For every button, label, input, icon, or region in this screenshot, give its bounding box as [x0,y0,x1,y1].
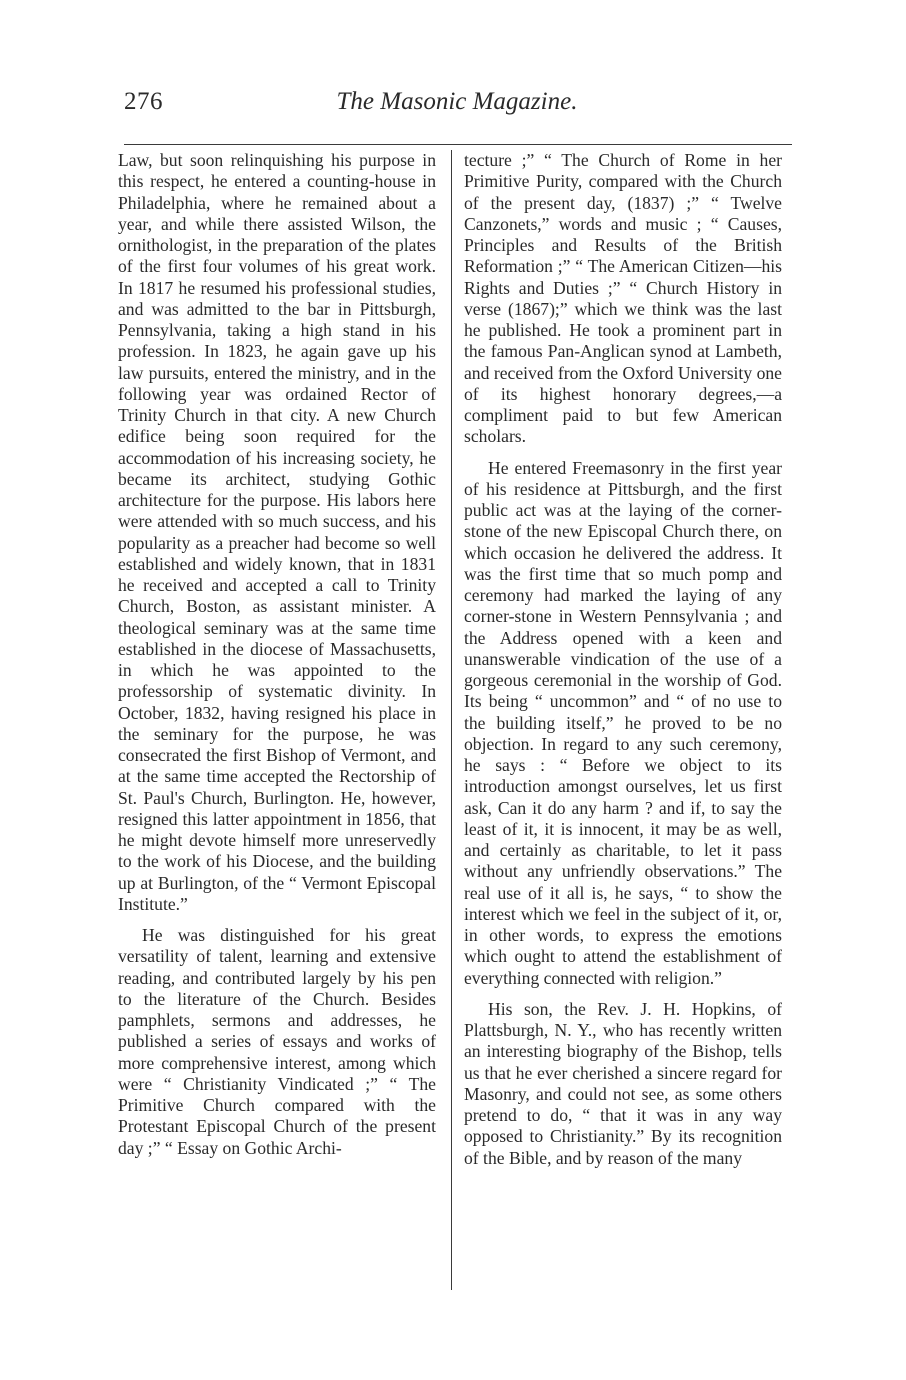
right-column [464,150,782,1169]
header-rule [124,144,792,145]
left-paragraph-2: He was distinguished for his great versatility of talent, learning and extensive reading, and contributed largely by his pen to the literature of the Church. Besides pamphlets, sermons and addresses, he published a series of essays and works of more comprehensive interest, among which were “ Christianity Vindicated ;” “ The Primitive Church compared with the Protestant Episcopal Church of the present day ;” “ Essay on Gothic Archi- [118,925,436,1158]
page-number: 276 [124,88,163,115]
column-divider [451,150,452,1290]
left-paragraph-1: Law, but soon relinquishing his purpose in this respect, he entered a counting-house in Philadelphia, where he remained about a year, and while there assisted Wilson, the ornithologist, in the preparation of the plates of the first four volumes of his great work. In 1817 he resumed his professional studies, and was admitted to the bar in Pittsburgh, Pennsylvania, taking a high stand in his profession. In 1823, he again gave up his law pursuits, entered the ministry, and in the following year was ordained Rector of Trinity Church in that city. A new Church edifice being soon required for the accommodation of his increasing society, he became its architect, studying Gothic architecture for the purpose. His labors here were attended with so much success, and his popularity as a preacher had become so well established and widely known, that in 1831 he received and accepted a call to Trinity Church, Boston, as assistant minister. A theological seminary was at the same time established in the diocese of Massachusetts, in which he was appointed to the professorship of systematic divinity. In October, 1832, having resigned his place in the seminary for the purpose, he was consecrated the first Bishop of Vermont, and at the same time accepted the Rectorship of St. Paul's Church, Burlington. He, however, resigned this latter appointment in 1856, that he might devote himself more unreservedly to the work of his Diocese, and the building up at Burlington, of the “ Vermont Episcopal Institute.” [118,150,436,914]
right-paragraph-2: He entered Freemasonry in the first year of his residence at Pittsburgh, and the first public act was at the laying of the corner-stone of the new Episcopal Church there, on which occasion he delivered the address. It was the first time that so much pomp and ceremony had marked the laying of any corner-stone in Western Pennsylvania ; and the Address opened with a keen and unanswerable vindication of the use of a gorgeous ceremonial in the worship of God. Its being “ uncommon” and “ of no use to the building itself,” he proved to be no objection. In regard to any such ceremony, he says : “ Before we object to its introduction amongst ourselves, let us first ask, Can it do any harm ? and if, to say the least of it, it is innocent, it may be as well, and certainly as charitable, to let it pass without any unfriendly observations.” The real use of it all is, he says, “ to show the interest which we feel in the subject of it, or, in other words, to express the emotions which ought to attend the establishment of everything connected with religion.” [464,457,782,988]
right-paragraph-3: His son, the Rev. J. H. Hopkins, of Plattsburgh, N. Y., who has recently written an interesting biography of the Bishop, tells us that he ever cherished a sincere regard for Masonry, and could not see, as some others pretend to do, “ that it was in any way opposed to Christianity.” By its recognition of the Bible, and by reason of the many [464,998,782,1168]
running-title: The Masonic Magazine. [336,88,578,115]
left-column [118,150,436,1159]
right-paragraph-1: tecture ;” “ The Church of Rome in her Primitive Purity, compared with the Church of the present day, (1837) ;” “ Twelve Canzonets,” words and music ; “ Causes, Principles and Results of the British Reformation ;” “ The American Citizen—his Rights and Duties ;” “ Church History in verse (1867);” which we think was the last he published. He took a prominent part in the famous Pan-Anglican synod at Lambeth, and received from the Oxford University one of its highest honorary degrees,—a compliment paid to but few American scholars. [464,150,782,447]
page-header [120,82,794,122]
